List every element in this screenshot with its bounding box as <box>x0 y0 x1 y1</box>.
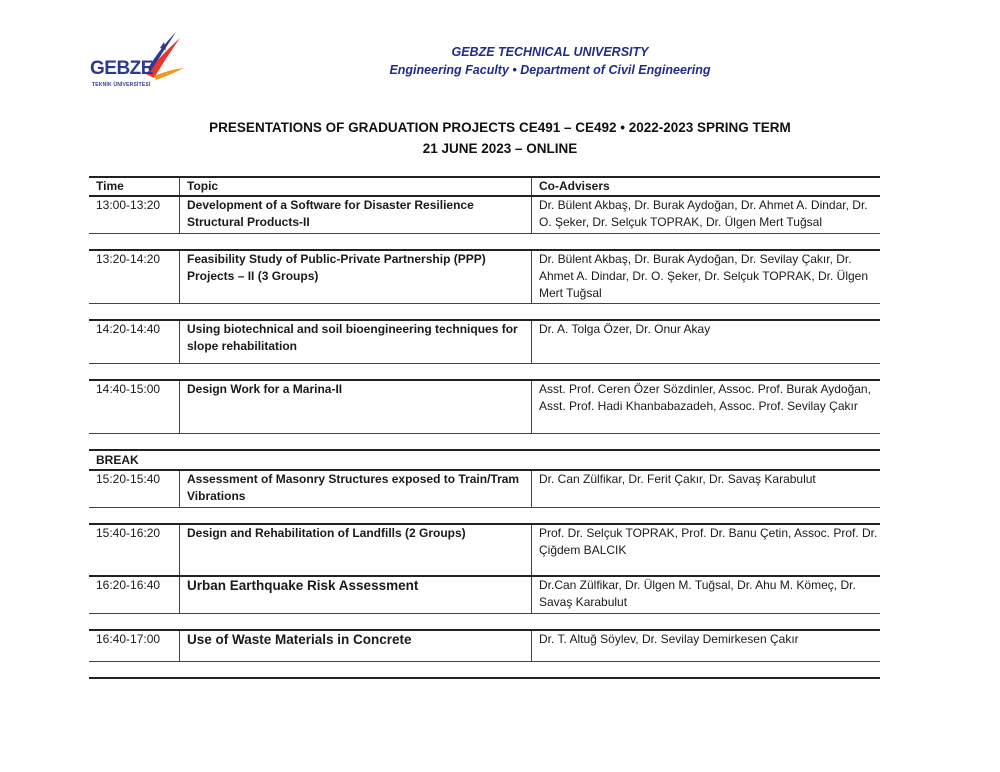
row-advisers: Dr. T. Altuğ Söylev, Dr. Sevilay Demirkesen Çakır <box>531 631 880 661</box>
table-row <box>89 631 880 661</box>
university-name: GEBZE TECHNICAL UNIVERSITY <box>451 45 649 59</box>
row-time: 15:20-15:40 <box>96 472 161 486</box>
row-advisers: Dr. Bülent Akbaş, Dr. Burak Aydoğan, Dr. Ahmet A. Dindar, Dr. O. Şeker, Dr. Selçuk TOPRAK, Dr. Ülgen Mert Tuğsal <box>531 197 880 233</box>
document-title: PRESENTATIONS OF GRADUATION PROJECTS CE491 – CE492 • 2022-2023 SPRING TERM <box>209 120 791 135</box>
row-time: 13:00-13:20 <box>96 198 161 212</box>
row-time: 13:20-14:20 <box>96 252 161 266</box>
header-advisers: Co-Advisers <box>531 178 880 195</box>
row-time: 16:20-16:40 <box>96 578 161 592</box>
header-topic: Topic <box>179 178 531 195</box>
table-row <box>89 251 880 303</box>
row-advisers: Dr. Bülent Akbaş, Dr. Burak Aydoğan, Dr. Sevilay Çakır, Dr. Ahmet A. Dindar, Dr. O. Şeker, Dr. Selçuk TOPRAK, Dr. Ülgen Mert Tuğsal <box>531 251 880 303</box>
faculty-name: Engineering Faculty • Department of Civil Engineering <box>389 63 711 77</box>
table-header <box>89 178 880 195</box>
row-topic: Feasibility Study of Public-Private Partnership (PPP) Projects – II (3 Groups) <box>179 251 531 303</box>
row-topic: Development of a Software for Disaster Resilience Structural Products-II <box>179 197 531 233</box>
row-topic: Assessment of Masonry Structures exposed to Train/Tram Vibrations <box>179 471 531 507</box>
row-time: 16:40-17:00 <box>96 632 161 646</box>
row-time: 14:20-14:40 <box>96 322 161 336</box>
table-row <box>89 197 880 233</box>
row-advisers: Dr. Can Zülfikar, Dr. Ferit Çakır, Dr. Savaş Karabulut <box>531 471 880 507</box>
table-row <box>89 577 880 613</box>
row-advisers: Dr. A. Tolga Özer, Dr. Onur Akay <box>531 321 880 363</box>
table-row <box>89 381 880 433</box>
logo-subtext: TEKNİK ÜNİVERSİTESİ <box>92 82 151 88</box>
document-date: 21 JUNE 2023 – ONLINE <box>422 141 578 156</box>
break-label: BREAK <box>96 453 139 467</box>
row-topic: Urban Earthquake Risk Assessment <box>179 577 531 613</box>
table-row <box>89 471 880 507</box>
row-time: 15:40-16:20 <box>96 526 161 540</box>
row-topic: Use of Waste Materials in Concrete <box>179 631 531 661</box>
row-advisers: Asst. Prof. Ceren Özer Sözdinler, Assoc. Prof. Burak Aydoğan, Asst. Prof. Hadi Khanbabazadeh, Assoc. Prof. Sevilay Çakır <box>531 381 880 433</box>
row-topic: Design Work for a Marina-II <box>179 381 531 433</box>
row-topic: Design and Rehabilitation of Landfills (2 Groups) <box>179 525 531 575</box>
row-topic: Using biotechnical and soil bioengineering techniques for slope rehabilitation <box>179 321 531 363</box>
header-time: Time <box>96 179 124 193</box>
university-logo <box>88 28 188 90</box>
logo-text: GEBZE <box>90 58 153 79</box>
table-row <box>89 525 880 575</box>
row-advisers: Dr.Can Zülfikar, Dr. Ülgen M. Tuğsal, Dr. Ahu M. Kömeç, Dr. Savaş Karabulut <box>531 577 880 613</box>
row-advisers: Prof. Dr. Selçuk TOPRAK, Prof. Dr. Banu Çetin, Assoc. Prof. Dr. Çiğdem BALCIK <box>531 525 880 575</box>
schedule-table <box>89 176 880 679</box>
row-time: 14:40-15:00 <box>96 382 161 396</box>
table-row <box>89 321 880 363</box>
